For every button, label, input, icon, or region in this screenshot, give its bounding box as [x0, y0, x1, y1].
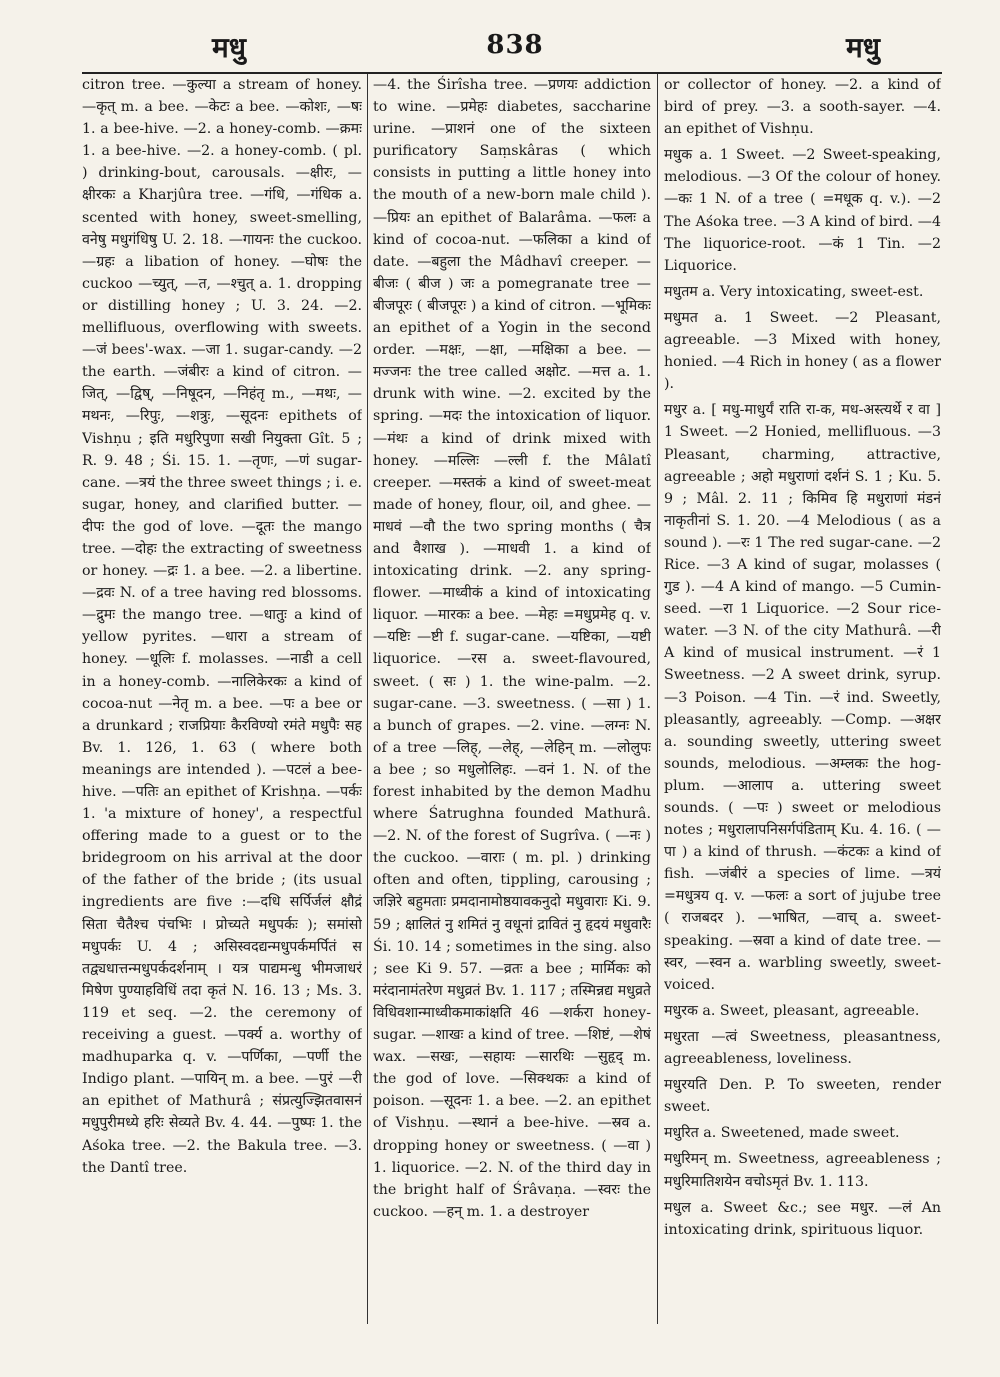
page-header: [70, 28, 960, 72]
running-head-right: मधु: [846, 31, 880, 64]
entry-madhurayati: मधुरयति Den. P. To sweeten, render sweet.: [664, 1077, 941, 1116]
entry-madhura: मधुर a. [ मधु-माधुर्यं राति रा-क, मध-अस्त्यर्थे र वा ] 1 Sweet. —2 Honied, mellifluous. —3 Pleasant, charming, attractive, agreeable ; अहो मधुराणां दर्शनं S. 1 ; Ku. 5. 9 ; Mâl. 2. 11 ; किमिव हि मधुराणां मंडनं नाकृतीनां S. 1. 20. —4 Melodious ( as a sound ). —रः 1 The red sugar-cane. —2 Rice. —3 A kind of sugar, molasses ( गुड ). —4 A kind of mango. —5 Cumin-seed. —रा 1 Liquorice. —2 Sour rice-water. —3 N. of the city Mathurâ. —री A kind of musical instrument. —रं 1 Sweetness. —2 A sweet drink, syrup. —3 Poison. —4 Tin. —रं ind. Sweetly, pleasantly, agreeably. —Comp. —अक्षर a. sounding sweetly, uttering sweet sounds, melodious. —अम्लकः the hog-plum. —आलाप a. uttering sweet sounds. ( —पः ) sweet or melodious notes ; मधुरालापनिसर्गपंडिताम् Ku. 4. 16. ( —पा ) a kind of thrush. —कंटकः a kind of fish. —जंबीरं a species of lime. —त्रयं =मधुत्रय q. v. —फलः a sort of jujube tree ( राजबदर ). —भाषित, —वाच् a. sweet-speaking. —स्रवा a kind of date tree. —स्वर, —स्वन a. warbling sweetly, sweet-voiced.: [664, 402, 941, 993]
page-number: 838: [486, 30, 544, 60]
entry-madhutama: मधुतम a. Very intoxicating, sweet-est.: [664, 283, 924, 300]
dictionary-text: citron tree. —कुल्या a stream of honey. —कृत् m. a bee. —केटः a bee. —कोशः, —षः 1. a bee-hive. —2. a honey-comb. —क्रमः 1. a bee-hive. —2. a honey-comb. ( pl. ) drinking-bout, carousals. —क्षीरः, —क्षीरकः a Kharjûra tree. —गंधि, —गंधिक a. scented with honey, sweet-smelling, वनेषु मधुगंधिषु U. 2. 18. —गायनः the cuckoo. —ग्रहः a libation of honey. —घोषः the cuckoo —च्युत्, —त, —श्चुत् a. 1. dropping or distilling honey ; U. 3. 24. —2. mellifluous, overflowing with sweets. —जं bees'-wax. —जा 1. sugar-candy. —2 the earth. —जंबीरः a kind of citron. —जित्, —द्विष्, —निषूदन, —निहंतृ m., —मथः, —मथनः, —रिपुः, —शत्रुः, —सूदनः epithets of Vishṇu ; इति मधुरिपुणा सखी नियुक्ता Gît. 5 ; R. 9. 48 ; Śi. 15. 1. —तृणः, —णं sugar-cane. —त्रयं the three sweet things ; i. e. sugar, honey, and clarified butter. —दीपः the god of love. —दूतः the mango tree. —दोहः the extracting of sweetness or honey. —द्रः 1. a bee. —2. a libertine. —द्रवः N. of a tree having red blossoms. —द्रुमः the mango tree. —धातुः a kind of yellow pyrites. —धारा a stream of honey. —धूलिः f. molasses. —नाडी a cell in a honey-comb. —नालिकेरकः a kind of cocoa-nut —नेतृ m. a bee. —पः a bee or a drunkard ; राजप्रियाः कैरविण्यो रमंते मधुपैः सह Bv. 1. 126, 1. 63 ( where both meanings are intended ). —पटलं a bee-hive. —पतिः an epithet of Krishṇa. —पर्कः 1. 'a mixture of honey', a respectful offering made to a guest or to the bridegroom on his arrival at the door of the father of the bride ; (its usual ingredients are five :—दधि सर्पिर्जलं क्षौद्रं सिता चैतैश्च पंचभिः । प्रोच्यते मधुपर्कः ); समांसो मधुपर्कः U. 4 ; असिस्वदद्यन्मधुपर्कमर्पितं स तद्व्यधात्तन्मधुपर्कदर्शनाम् । यत्र पाद्यमन्धु भीमजाधरं मिषेण पुण्याहविधिं तदा कृतं N. 16. 13 ; Ms. 3. 119 et seq. —2. the ceremony of receiving a guest. —पर्क्य a. worthy of madhuparka q. v. —पर्णिका, —पर्णी the Indigo plant. —पायिन् m. a bee. —पुरं —री an epithet of Mathurâ ; संप्रत्युज्झितवासनं मधुपुरीमध्ये हरिः सेव्यते Bv. 4. 44. —पुष्पः 1. the Aśoka tree. —2. the Bakula tree. —3. the Dantî tree.: [82, 77, 362, 1176]
dictionary-text: —4. the Śirîsha tree. —प्रणयः addiction to wine. —प्रमेहः diabetes, saccharine urine. —प्राशनं one of the sixteen purificatory Saṃskâras ( which consists in putting a little honey into the mouth of a new-born male child ). —प्रियः an epithet of Balarâma. —फलः a kind of cocoa-nut. —फलिका a kind of date. —बहुला the Mâdhavî creeper. —बीजः ( बीज ) जः a pomegranate tree —बीजपूरः ( बीजपूरः ) a kind of citron. —भूमिकः an epithet of a Yogin in the second order. —मक्षः, —क्षा, —मक्षिका a bee. —मज्जनः the tree called अक्षोट. —मत्त a. 1. drunk with wine. —2. excited by the spring. —मदः the intoxication of liquor. —मंथः a kind of drink mixed with honey. —मल्लिः —ल्ली f. the Mâlatî creeper. —मस्तकं a kind of sweet-meat made of honey, flour, oil, and ghee. —माधवं —वौ the two spring months ( चैत्र and वैशाख ). —माधवी 1. a kind of intoxicating drink. —2. any spring-flower. —माध्वीकं a kind of intoxicating liquor. —मारकः a bee. —मेहः =मधुप्रमेह q. v. —यष्टिः —ष्टी f. sugar-cane. —यष्टिका, —यष्टी liquorice. —रस a. sweet-flavoured, sweet. ( सः ) 1. the wine-palm. —2. sugar-cane. —3. sweetness. ( —सा ) 1. a bunch of grapes. —2. vine. —लग्नः N. of a tree —लिह्, —लेह्, —लेहिन् m. —लोलुपः a bee ; so मधुलोलिहः. —वनं 1. N. of the forest inhabited by the demon Madhu where Śatrughna founded Mathurâ. —2. N. of the forest of Sugrîva. ( —नः ) the cuckoo. —वाराः ( m. pl. ) drinking often and often, tippling, carousing ; जज्ञिरे बहुमताः प्रमदानामोष्ठयावकनुदो मधुवाराः Ki. 9. 59 ; क्षालितं नु शमितं नु वधूनां द्रावितं नु हृदयं मधुवारैः Śi. 10. 14 ; sometimes in the sing. also ; see Ki 9. 57. —व्रतः a bee ; मार्मिकः को मरंदानामंतरेण मधुव्रतं Bv. 1. 117 ; तस्मिन्नद्य मधुव्रते विधिवशान्माध्वीकमाकांक्षति 46 —शर्करा honey-sugar. —शाखः a kind of tree. —शिष्टं, —शेषं wax. —सखः, —सहायः —सारथिः —सुहृद् m. the god of love. —सिक्थकः a kind of poison. —सूदनः 1. a bee. —2. an epithet of Vishṇu. —स्थानं a bee-hive. —स्रव a. dropping honey or sweetness. ( —वा ) 1. liquorice. —2. N. of the third day in the bright half of Śrâvaṇa. —स्वरः the cuckoo. —हन् m. 1. a destroyer: [373, 77, 651, 1220]
entry-madhurata: मधुरता —त्वं Sweetness, pleasantness, agreeableness, loveliness.: [664, 1028, 941, 1068]
column-divider: [367, 74, 368, 1324]
entry-madhumata: मधुमत a. 1 Sweet. —2 Pleasant, agreeable. —3 Mixed with honey, honied. —4 Rich in honey ( as a flower ).: [664, 309, 941, 393]
entry-madhuriman: मधुरिमन् m. Sweetness, agreeableness ; मधुरिमातिशयेन वचोऽमृतं Bv. 1. 113.: [664, 1151, 941, 1190]
column-right: [664, 74, 941, 1324]
entry-madhuhan-cont: or collector of honey. —2. a kind of bird of prey. —3. a sooth-sayer. —4. an epithet of Vishṇu.: [664, 77, 941, 138]
entry-madhurita: मधुरित a. Sweetened, made sweet.: [664, 1125, 900, 1142]
entry-madhuka: मधुक a. 1 Sweet. —2 Sweet-speaking, melodious. —3 Of the colour of honey. —कः 1 N. of a tree ( =मधूक q. v.). —2 The Aśoka tree. —3 A kind of bird. —4 The liquorice-root. —कं 1 Tin. —2 Liquorice.: [664, 147, 941, 274]
entry-madhuraka: मधुरक a. Sweet, pleasant, agreeable.: [664, 1002, 920, 1019]
running-head-left: मधु: [212, 31, 246, 64]
column-middle: [373, 74, 651, 1324]
column-divider: [657, 74, 658, 1324]
column-left: [82, 74, 362, 1324]
entry-madhula: मधुल a. Sweet &c.; see मधुर. —लं An intoxicating drink, spirituous liquor.: [664, 1199, 941, 1238]
